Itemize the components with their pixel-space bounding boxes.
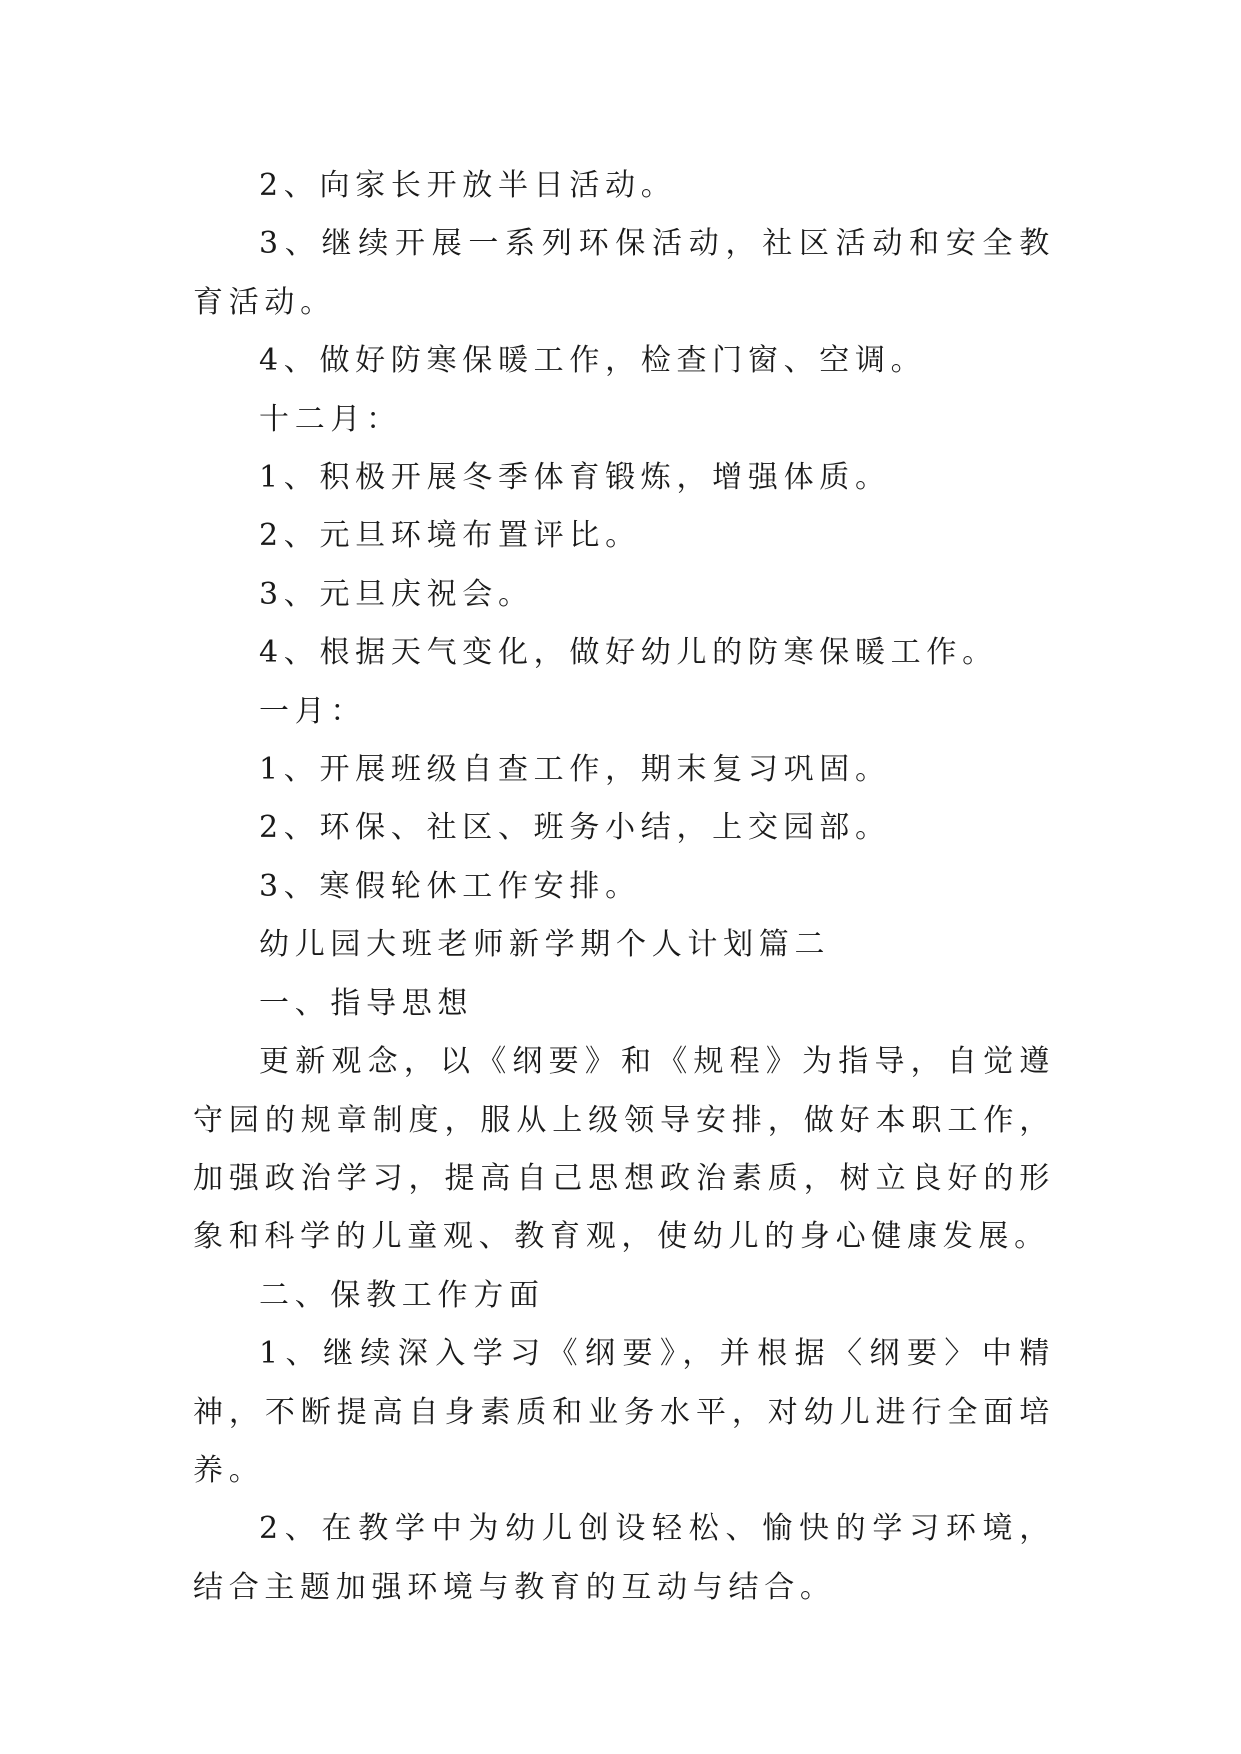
- list-item-nov-4: 4、做好防寒保暖工作，检查门窗、空调。: [259, 343, 927, 379]
- document-body: [193, 157, 1055, 1617]
- section-heading-guiding-ideology: 一、指导思想: [259, 985, 474, 1021]
- list-item-nov-3: 3、继续开展一系列环保活动，社区活动和安全教育活动。: [193, 226, 1055, 320]
- body-paragraph-guiding-ideology: 更新观念，以《纲要》和《规程》为指导，自觉遵守园的规章制度，服从上级领导安排，做好本职工作，加强政治学习，提高自己思想政治素质，树立良好的形象和科学的儿童观、教育观，使幼儿的身心健康发展。: [193, 1044, 1055, 1255]
- list-item-jan-3: 3、寒假轮休工作安排。: [259, 868, 641, 904]
- list-item-dec-2: 2、元旦环境布置评比。: [259, 518, 641, 554]
- section-heading-december: 十二月：: [259, 401, 402, 437]
- list-item-nov-2: 2、向家长开放半日活动。: [259, 168, 677, 203]
- list-item-dec-3: 3、元旦庆祝会。: [259, 576, 534, 612]
- list-item-dec-1: 1、积极开展冬季体育锻炼，增强体质。: [259, 460, 891, 496]
- list-item-jan-1: 1、开展班级自查工作，期末复习巩固。: [259, 752, 891, 788]
- section-heading-january: 一月：: [259, 693, 367, 729]
- list-item-dec-4: 4、根据天气变化，做好幼儿的防寒保暖工作。: [259, 635, 998, 671]
- list-item-care-2: 2、在教学中为幼儿创设轻松、愉快的学习环境，结合主题加强环境与教育的互动与结合。: [193, 1511, 1055, 1605]
- list-item-care-1: 1、继续深入学习《纲要》，并根据〈纲要〉中精神，不断提高自身素质和业务水平，对幼儿进行全面培养。: [193, 1336, 1055, 1488]
- article-title-part-two: 幼儿园大班老师新学期个人计划篇二: [259, 927, 831, 963]
- list-item-jan-2: 2、环保、社区、班务小结，上交园部。: [259, 810, 891, 846]
- section-heading-care-education: 二、保教工作方面: [259, 1277, 545, 1313]
